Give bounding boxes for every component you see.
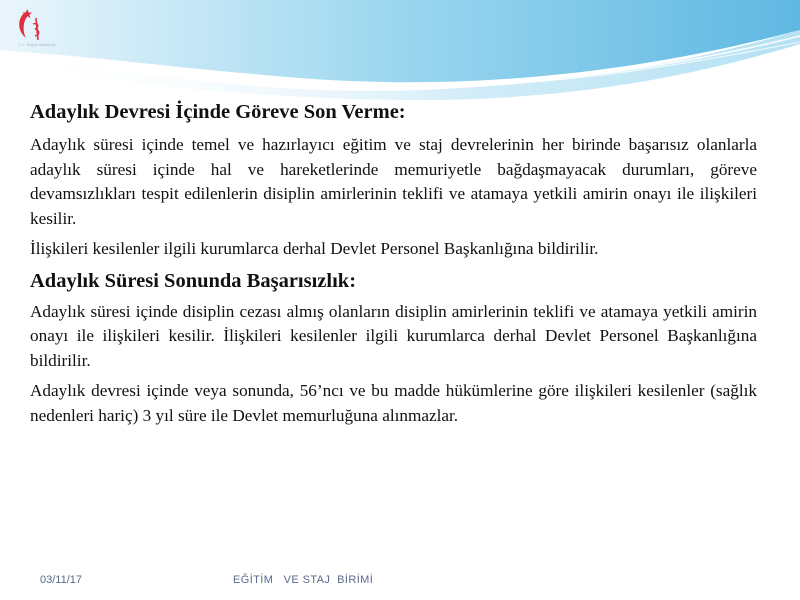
section-2-paragraph-1: Adaylık süresi içinde disiplin cezası almış olanların disiplin amirlerinin teklifi ve atamaya yetkili amirin onayı ile ilişkileri kesilir. İlişkileri kesilenler ilgili kurumlarca derhal Devlet Personel Başkanlığına bildirilir. [30, 301, 757, 370]
logo-text: T.C. Sağlık Bakanlığı [18, 42, 56, 47]
footer-date: 03/11/17 [40, 574, 83, 586]
ministry-logo-icon [6, 4, 68, 66]
section-1-paragraph-1: Adaylık süresi içinde temel ve hazırlayıcı eğitim ve staj devrelerinin her birinde başarısız olanlarla adaylık süresi içinde hal ve hareketlerinde memuriyetle bağdaşmayacak durumları, göreve devamsızlıkları tespit edilenlerin disiplin amirlerinin teklifi ve atamaya yetkili amirin onayı ile ilişkileri kesilir. [30, 135, 757, 228]
section-1-paragraph-2: İlişkileri kesilenler ilgili kurumlarca derhal Devlet Personel Başkanlığına bildirilir. [30, 239, 599, 258]
header-wave-decoration [0, 0, 800, 100]
footer-unit-name: EĞİTİM VE STAJ BİRİMİ [233, 574, 374, 586]
slide-content [30, 99, 757, 434]
section-2-paragraph-2: Adaylık devresi içinde veya sonunda, 56’ncı ve bu madde hükümlerine göre ilişkileri kesilenler (sağlık nedenleri hariç) 3 yıl süre ile Devlet memurluğuna alınmazlar. [30, 381, 757, 425]
section-heading-1: Adaylık Devresi İçinde Göreve Son Verme: [30, 101, 406, 123]
section-heading-2: Adaylık Süresi Sonunda Başarısızlık: [30, 269, 357, 292]
